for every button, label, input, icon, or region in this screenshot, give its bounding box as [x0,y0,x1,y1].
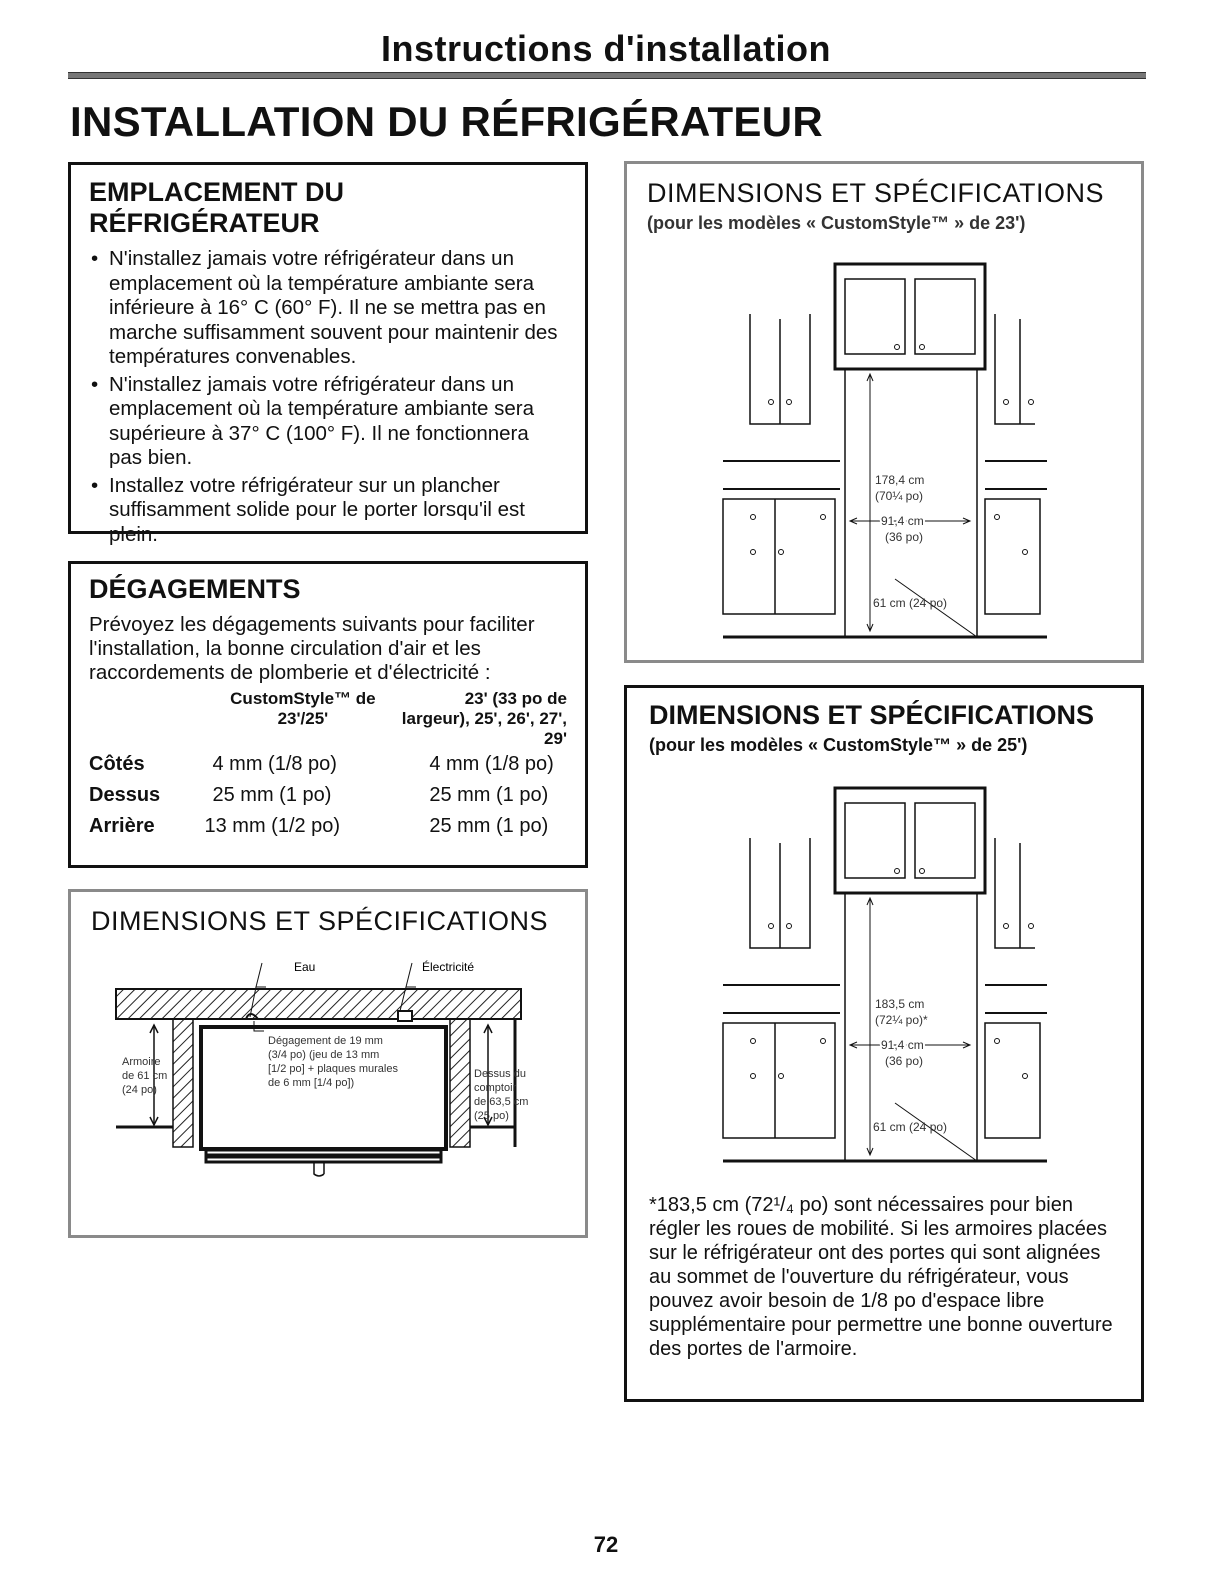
top-view-diagram [86,947,566,1227]
footnote: *183,5 cm (72¹/₄ po) sont nécessaires pour bien régler les roues de mobilité. Si les armoires placées sur le réfrigérateur ont des portes qui sont alignées au sommet de l'ouverture du réfrigérateur, vous pouvez avoir besoin de 1/8 po d'espace libre supplémentaire pour permettre une bonne ouverture des portes de l'armoire. [649,1194,1113,1360]
spec-25-heading: DIMENSIONS ET SPÉCIFICATIONS [649,700,1095,730]
header-rule [68,72,1146,79]
clearances-heading: DÉGAGEMENTS [89,574,301,604]
cabinet-label: de 61 cm [122,1070,168,1082]
spec-25-diagram [695,783,1135,1173]
height-label: (70¼ po) [875,489,924,503]
clearances-section [68,561,588,868]
depth-label: 61 cm (24 po) [873,1120,948,1134]
top-view-heading: DIMENSIONS ET SPÉCIFICATIONS [91,906,549,936]
spec-25-subheading: (pour les modèles « CustomStyle™ » de 25') [649,735,1028,755]
cabinet-label: (24 po) [122,1084,157,1096]
width-label: 91,4 cm [881,514,924,528]
height-label: 178,4 cm [875,473,925,487]
water-label: Eau [294,960,316,974]
list-item: • Installez votre réfrigérateur sur un plancher suffisamment solide pour le porter lorsqu'il est plein. [89,474,567,548]
spec-25-section [624,685,1144,1402]
column-header: CustomStyle™ de 23'/25' [230,689,376,728]
width-label: (36 po) [885,530,924,544]
height-label: (72¼ po)* [875,1013,928,1027]
location-bullets [89,247,567,547]
column-header: 23' (33 po de largeur), 25', 26', 27', 29' [401,689,567,748]
spec-23-section [624,161,1144,663]
header-title: Instructions d'installation [380,28,832,69]
clearances-intro: Prévoyez les dégagements suivants pour faciliter l'installation, la bonne circulation d'air et les raccordements de plomberie et d'électricité : [89,613,535,684]
table-row: Dessus 25 mm (1 po) 25 mm (1 po) [89,784,549,806]
spec-23-diagram [695,259,1135,649]
width-label: 91,4 cm [881,1038,924,1052]
location-section [68,162,588,546]
location-heading: EMPLACEMENT DU RÉFRIGÉRATEUR [89,177,344,238]
height-label: 183,5 cm [875,997,925,1011]
width-label: (36 po) [885,1054,924,1068]
clearances-table [89,689,567,842]
clearance-label: de 6 mm [1/4 po]) [268,1077,355,1089]
table-row: Côtés 4 mm (1/8 po) 4 mm (1/8 po) [89,753,554,775]
clearance-label: [1/2 po] + plaques murales [268,1063,398,1075]
page-title: INSTALLATION DU RÉFRIGÉRATEUR [70,98,823,145]
list-item: • N'installez jamais votre réfrigérateur dans un emplacement où la température ambiante sera inférieure à 16° C (60° F). Il ne se mettra pas en marche suffisamment souvent pour maintenir des températures convenables. [89,247,567,370]
page-number: 72 [593,1532,619,1557]
clearance-label: (3/4 po) (jeu de 13 mm [268,1049,380,1061]
table-row: Arrière 13 mm (1/2 po) 25 mm (1 po) [89,815,549,837]
spec-23-heading: DIMENSIONS ET SPÉCIFICATIONS [647,178,1105,208]
countertop-label: Dessus du [474,1068,526,1080]
clearance-label: Dégagement de 19 mm [268,1035,383,1047]
electricity-label: Électricité [422,960,475,974]
cabinet-label: Armoire [122,1056,161,1068]
countertop-label: (25 po) [474,1110,509,1122]
depth-label: 61 cm (24 po) [873,596,948,610]
spec-23-subheading: (pour les modèles « CustomStyle™ » de 23') [647,213,1026,233]
list-item: • N'installez jamais votre réfrigérateur dans un emplacement où la température ambiante sera supérieure à 37° C (100° F). Il ne fonctionnera pas bien. [89,373,567,471]
countertop-label: comptoir [474,1082,517,1094]
top-view-section [68,889,588,1238]
countertop-label: de 63,5 cm [474,1096,529,1108]
